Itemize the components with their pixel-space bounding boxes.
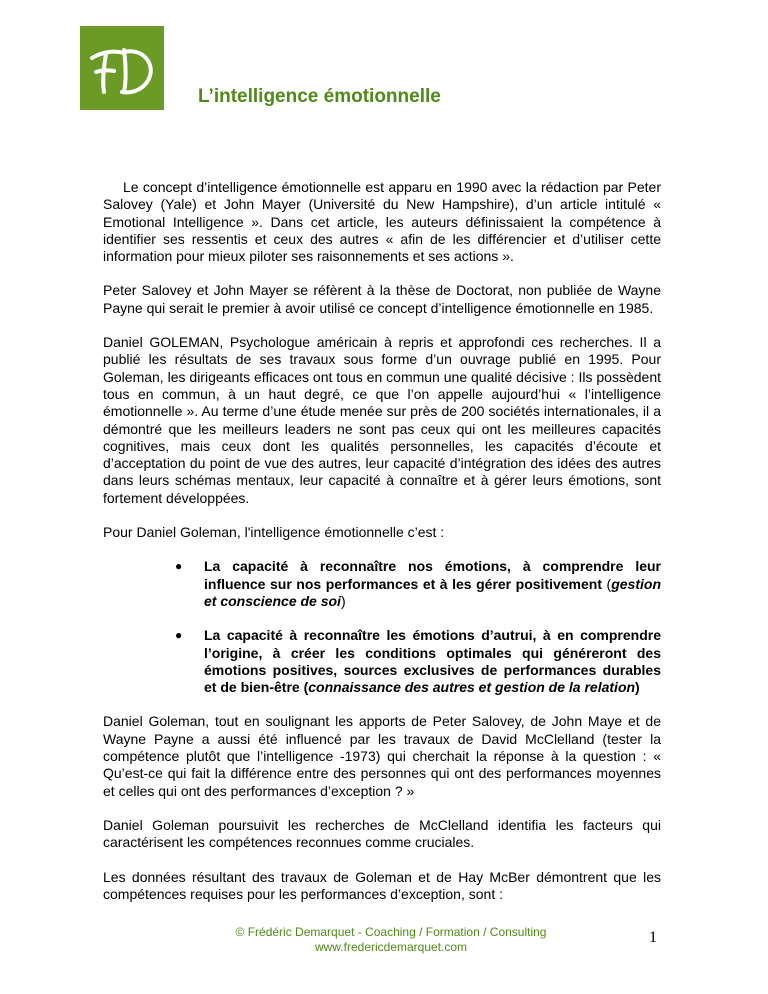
footer-website-link[interactable]: www.fredericdemarquet.com (314, 940, 468, 954)
footer-credits (200, 925, 582, 955)
paragraph: Peter Salovey et John Mayer se réfèrent à la thèse de Doctorat, non publiée de Wayne Payne qui serait le premier à avoir utilisé ce concept d’intelligence émotionnelle en 1985. (103, 282, 661, 316)
paragraph: Daniel Goleman poursuivit les recherches de McClelland identifia les facteurs qui caractérisent les compétences reconnues comme cruciales. (103, 816, 661, 851)
list-item-text: La capacité à reconnaître les émotions d’autrui, à en comprendre l’origine, à créer les conditions optimales qui généreront des émotions positives, sources exclusives de performances durables et de bien-être (204, 627, 661, 696)
bullet-list (103, 558, 661, 696)
paragraph: Daniel Goleman, tout en soulignant les apports de Peter Salovey, de John Maye et de Wayne Payne a aussi été influencé par les travaux de David McClelland (tester la compétence plutôt que l’intelligence -1973) qui cherchait la réponse à la question : « Qu’est-ce qui fait la différence entre des personnes qui ont des performances moyennes et celles qui ont des performances d’exception ? » (103, 713, 661, 799)
logo (80, 26, 164, 110)
paragraph: Les données résultant des travaux de Goleman et de Hay McBer démontrent que les compétences requises pour les performances d’exception, sont : (103, 868, 661, 902)
paragraph: Pour Daniel Goleman, l'intelligence émotionnelle c’est : (103, 524, 445, 541)
list-item-text: La capacité à reconnaître nos émotions, à comprendre leur influence sur nos performances et à les gérer positivement (204, 558, 661, 592)
fd-monogram-icon (80, 26, 164, 110)
document-title: L’intelligence émotionnelle (198, 86, 441, 107)
paragraph: Le concept d’intelligence émotionnelle est apparu en 1990 avec la rédaction par Peter Salovey (Yale) et John Mayer (Université du New Hampshire), d’un article intitulé « Emotional Intelligence ». Dans cet article, les auteurs définissaient la compétence à identifier ses ressentis et ceux des autres « afin de les différencier et d’utiliser cette information pour mieux piloter ses raisonnements et ses actions ». (103, 179, 661, 265)
list-item (103, 627, 661, 696)
bullet-icon: ● (175, 628, 183, 643)
list-item-italic: connaissance des autres et gestion de la relation (308, 679, 636, 696)
list-item-close: ) (340, 592, 346, 609)
list-item-close: ) (635, 679, 640, 696)
page-number: 1 (649, 929, 657, 946)
list-item-open: ( (602, 575, 612, 592)
paragraph: Daniel GOLEMAN, Psychologue américain à repris et approfondi ces recherches. Il a publié les résultats de ses travaux sous forme d’un ouvrage publié en 1995. Pour Goleman, les dirigeants efficaces ont tous en commun une qualité décisive : Ils possèdent tous en commun, à un haut degré, ce que l’on appelle aujourd’hui « l’intelligence émotionnelle ». Au terme d’une étude menée sur près de 200 sociétés internationales, il a démontré que les meilleurs leaders ne sont pas ceux qui ont les meilleures capacités cognitives, mais ceux dont les qualités personnelles, les capacités d’écoute et d’acceptation du point de vue des autres, leur capacité d’intégration des idées des autres dans leurs schémas mentaux, leur capacité à connaître et à gérer leurs émotions, sont fortement développées. (103, 334, 661, 506)
bullet-icon: ● (175, 559, 183, 574)
footer-copyright: © Frédéric Demarquet - Coaching / Formation / Consulting (235, 925, 547, 939)
list-item-open: ( (299, 679, 309, 696)
list-item (103, 558, 661, 610)
list-item-italic: gestion et conscience de soi (204, 575, 661, 609)
document-body (103, 179, 661, 920)
